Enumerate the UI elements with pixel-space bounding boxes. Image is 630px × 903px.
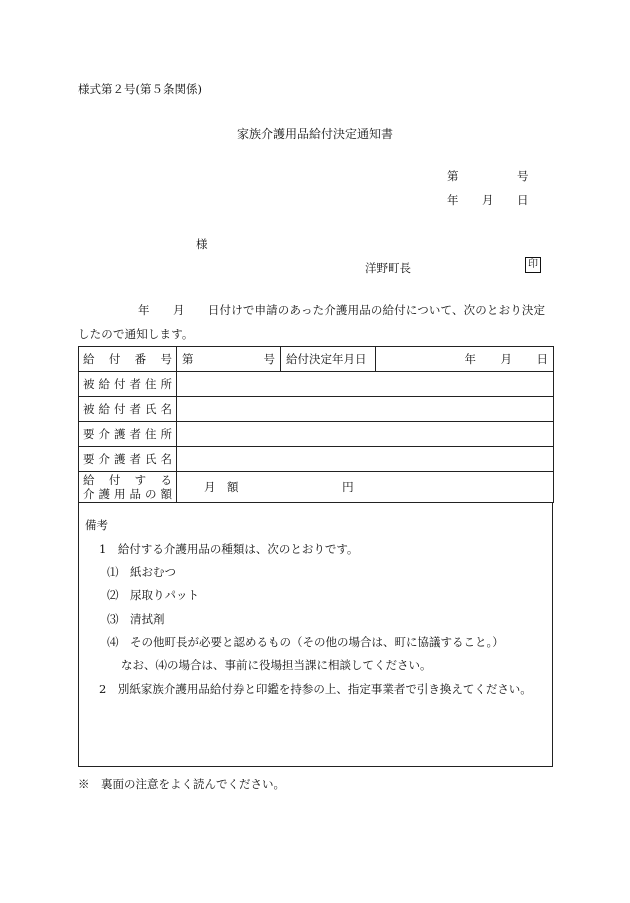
note-item-2: 2 別紙家族介護用品給付券と印鑑を持参の上、指定事業者で引き換えてください。 [99, 682, 532, 696]
table-row-recipient-address [79, 372, 554, 397]
note-sub-2: ⑵ 尿取りパット [107, 588, 199, 602]
care-name-value [177, 447, 554, 472]
table-row-care-name [79, 447, 554, 472]
sender-name: 洋野町長 [365, 261, 411, 275]
document-title: 家族介護用品給付決定通知書 [236, 127, 393, 141]
doc-number-suffix: 号 [517, 169, 529, 183]
decision-date-day: 日 [536, 352, 548, 366]
table-row-care-address [79, 422, 554, 447]
notes-heading: 備考 [85, 518, 108, 532]
form-number-label: 様式第２号(第５条関係) [78, 82, 202, 96]
table-row-amount [79, 472, 554, 503]
note-sub-4-detail: なお、⑷の場合は、事前に役場担当課に相談してください。 [121, 658, 432, 672]
amount-label-line1: 給 付 す る [83, 473, 172, 487]
decision-date-year: 年 [464, 352, 476, 366]
care-name-label: 要 介 護 者 氏 名 [83, 452, 172, 466]
recipient-name-value [177, 397, 554, 422]
note-item-1: 1 給付する介護用品の種類は、次のとおりです。 [99, 542, 359, 556]
amount-label-line2: 介 護 用 品 の 額 [83, 487, 172, 501]
addressee-suffix: 様 [196, 237, 208, 251]
decision-date-cell [376, 347, 554, 372]
note-sub-3: ⑶ 清拭剤 [107, 612, 165, 626]
seal-mark: 印 [525, 257, 541, 273]
doc-number-prefix: 第 [447, 169, 459, 183]
payment-number-cell [177, 347, 281, 372]
doc-date-month: 月 [482, 193, 494, 207]
doc-date-day: 日 [517, 193, 529, 207]
body-text: 年 月 日付けで申請のあった介護用品の給付について、次のとおり決定したので通知します。 [78, 303, 546, 341]
doc-date-year: 年 [447, 193, 459, 207]
note-sub-4: ⑷ その他町長が必要と認めるもの（その他の場合は、町に協議すること。） [107, 635, 504, 649]
care-address-value [177, 422, 554, 447]
notes-box [78, 503, 553, 767]
info-table [78, 346, 554, 503]
decision-date-month: 月 [500, 352, 512, 366]
decision-date-label: 給付決定年月日 [281, 347, 376, 372]
note-sub-1: ⑴ 紙おむつ [107, 565, 176, 579]
payment-number-prefix: 第 [182, 352, 194, 366]
recipient-address-value [177, 372, 554, 397]
table-row-payment-number [79, 347, 554, 372]
table-row-recipient-name [79, 397, 554, 422]
yen-unit: 円 [342, 480, 354, 494]
payment-number-label-cell [79, 347, 177, 372]
care-address-label: 要 介 護 者 住 所 [83, 427, 172, 441]
monthly-amount-label: 月 額 [204, 480, 239, 494]
payment-number-label: 給 付 番 号 [83, 352, 172, 366]
recipient-address-label: 被 給 付 者 住 所 [83, 377, 172, 391]
amount-cell [177, 472, 554, 503]
footer-note: ※ 裏面の注意をよく読んでください。 [78, 777, 285, 791]
recipient-name-label: 被 給 付 者 氏 名 [83, 402, 172, 416]
payment-number-suffix: 号 [263, 352, 275, 366]
